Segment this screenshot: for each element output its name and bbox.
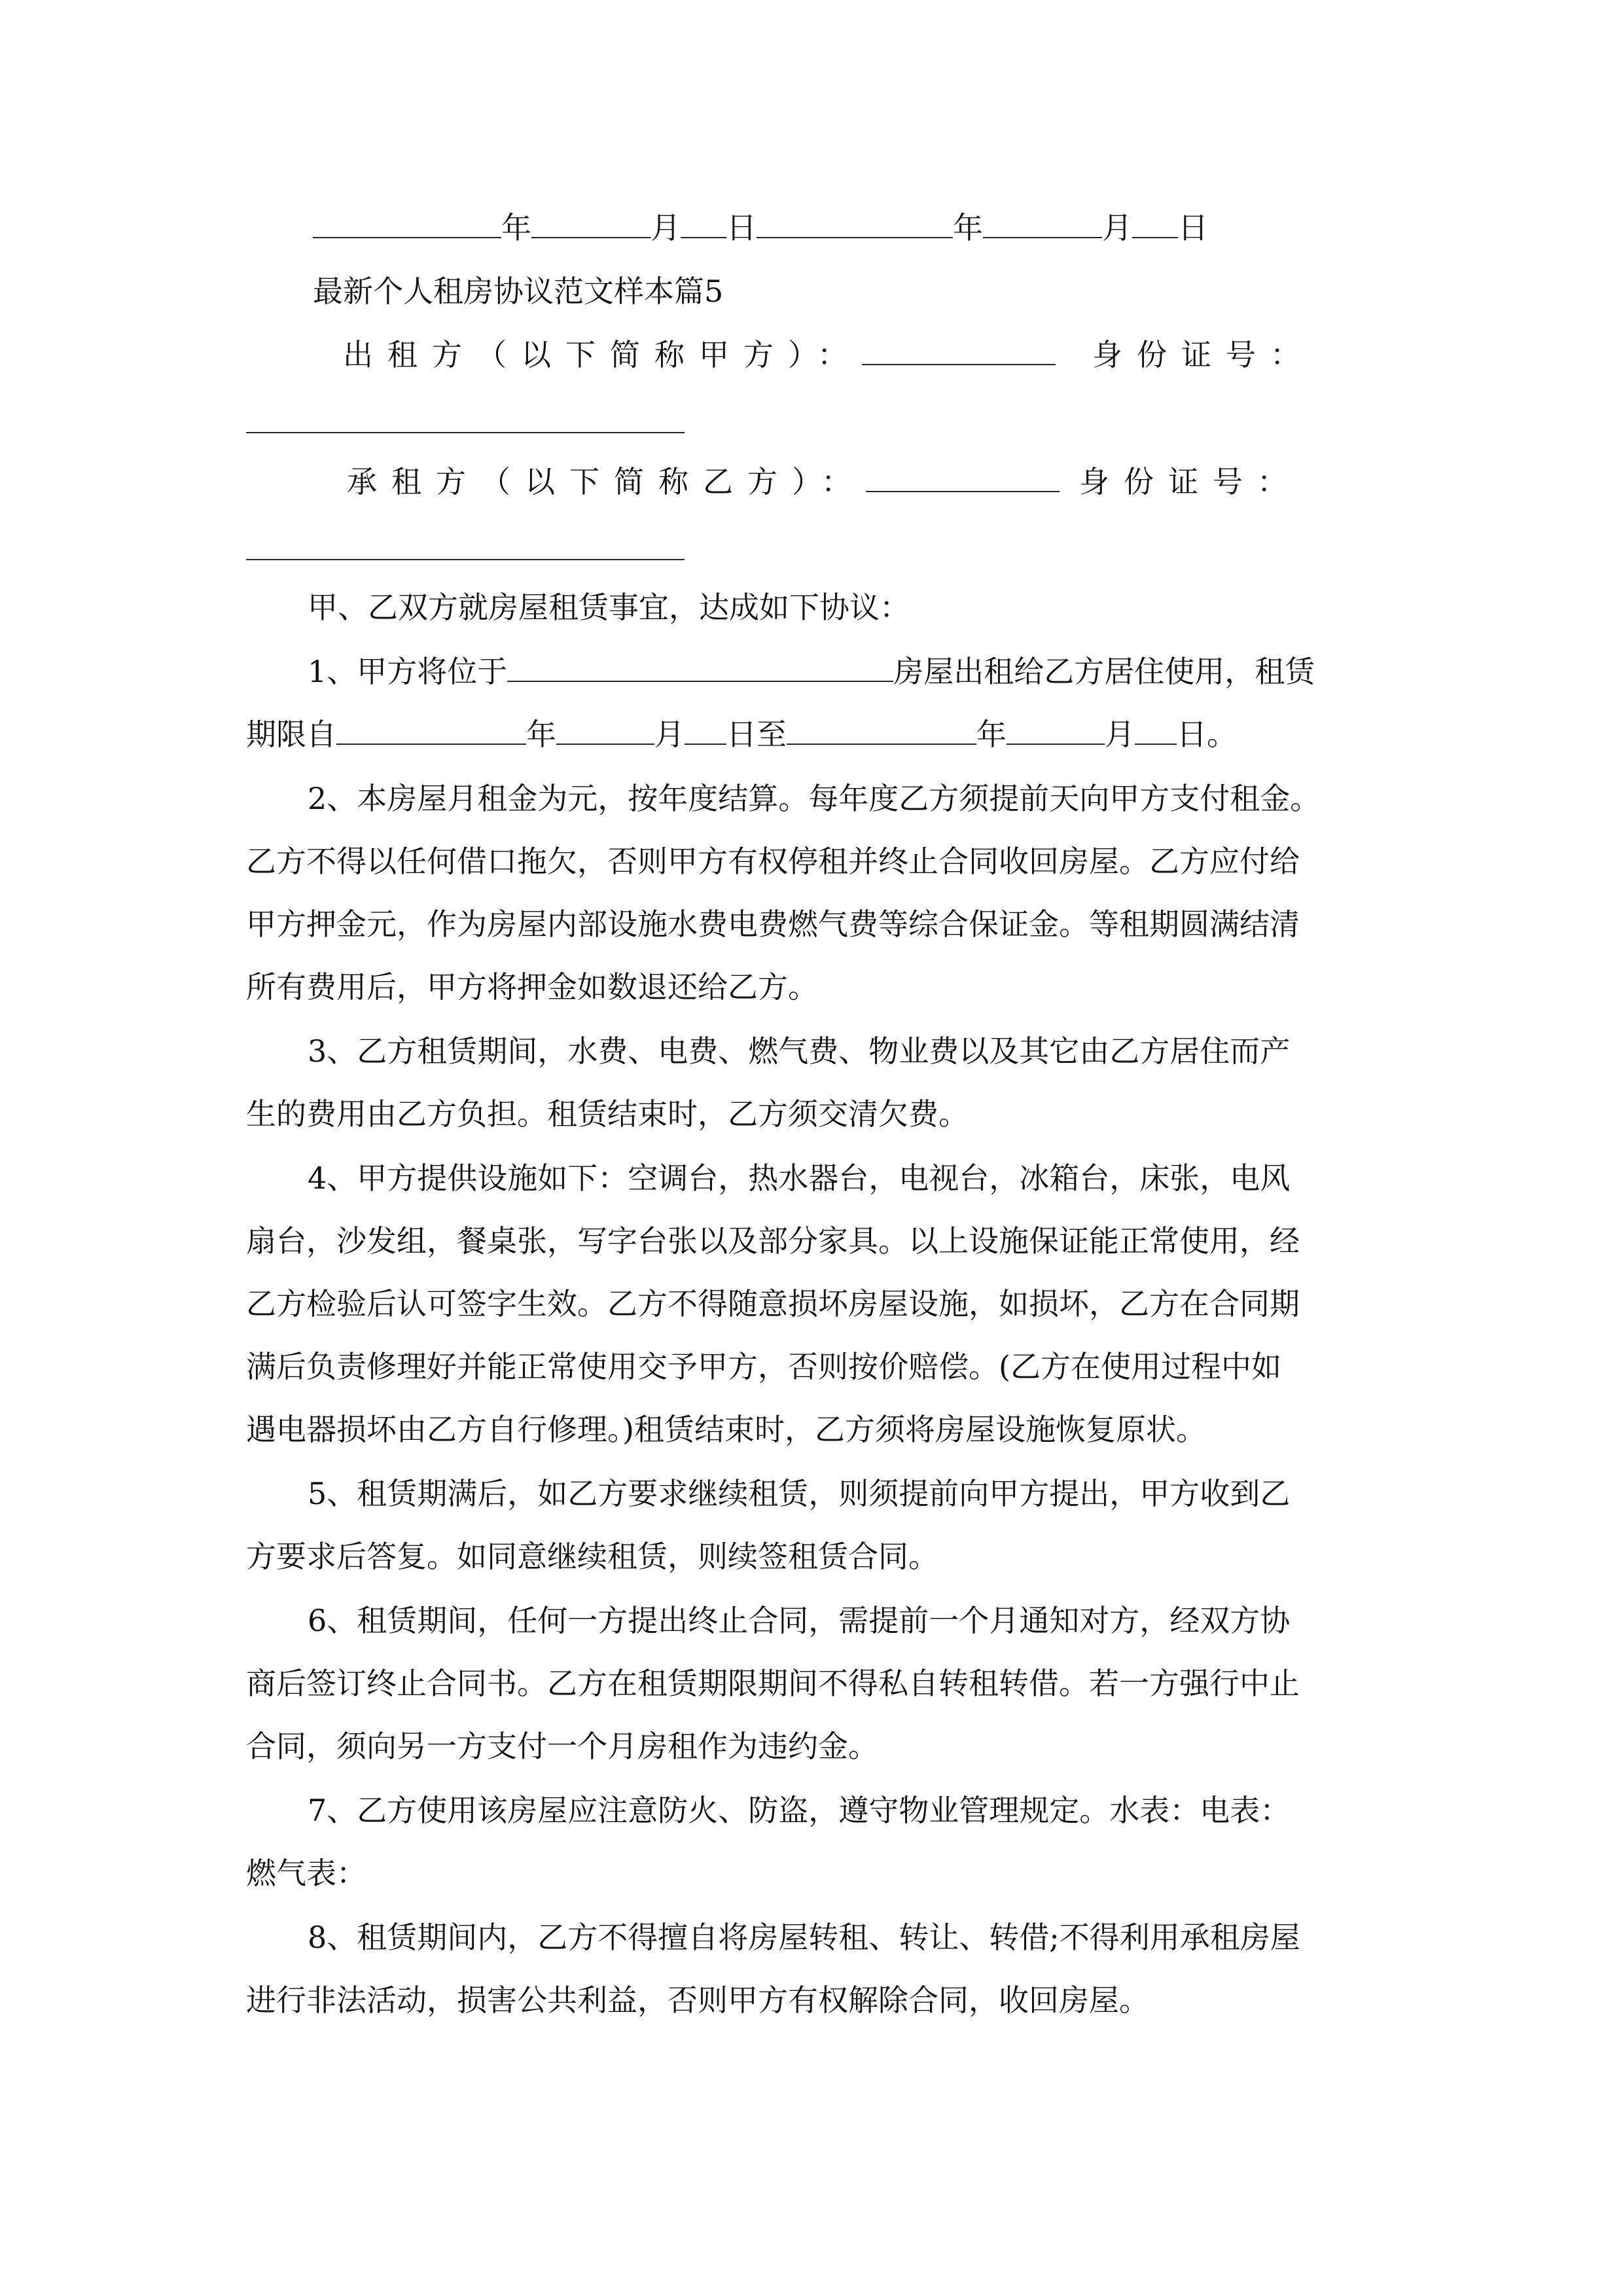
blank-field — [866, 462, 1060, 492]
lessee-id-label: 身份证号： — [1079, 464, 1302, 499]
clause1-month-label: 月 — [1105, 717, 1135, 752]
clause1-day-label: 日至 — [726, 717, 787, 752]
clause7-line: 7、乙方使用该房屋应注意防火、防盗，遵守物业管理规定。水表：电表： — [308, 1793, 1291, 1828]
date-day-label: 日 — [1178, 210, 1208, 245]
lessee-label: 承租方（以下简称乙方）： — [347, 464, 866, 499]
clause1-year-label: 年 — [526, 717, 556, 752]
clause7-line: 燃气表： — [246, 1856, 366, 1891]
clause8-line: 进行非法活动，损害公共利益，否则甲方有权解除合同，收回房屋。 — [246, 1982, 1149, 2018]
blank-field — [862, 335, 1056, 365]
date-month-label: 月 — [651, 210, 681, 245]
clause4-line: 乙方检验后认可签字生效。乙方不得随意损坏房屋设施，如损坏，乙方在合同期 — [246, 1286, 1300, 1321]
clause2-line: 所有费用后，甲方将押金如数退还给乙方。 — [246, 969, 818, 1005]
clause6-line: 6、租赁期间，任何一方提出终止合同，需提前一个月通知对方，经双方协 — [308, 1603, 1291, 1638]
clause8-line: 8、租赁期间内，乙方不得擅自将房屋转租、转让、转借;不得利用承租房屋 — [308, 1920, 1300, 1955]
lessor-id-label: 身份证号： — [1092, 337, 1315, 372]
blank-field — [531, 208, 651, 238]
lessee-id-blank — [246, 559, 685, 560]
blank-field — [757, 208, 953, 238]
clause3-line: 3、乙方租赁期间，水费、电费、燃气费、物业费以及其它由乙方居住而产 — [308, 1033, 1291, 1069]
clause1-line1 — [308, 652, 1315, 691]
date-day-label: 日 — [726, 210, 757, 245]
intro-text: 甲、乙双方就房屋租赁事宜，达成如下协议： — [308, 590, 910, 625]
clause1-text: 期限自 — [246, 717, 336, 752]
blank-field — [787, 715, 976, 745]
blank-field — [685, 715, 726, 745]
clause6-line: 合同，须向另一方支付一个月房租作为违约金。 — [246, 1729, 878, 1764]
date-line — [313, 208, 1208, 247]
clause1-day-label: 日。 — [1177, 717, 1237, 752]
blank-field — [983, 208, 1102, 238]
clause1-text: 房屋出租给乙方居住使用，租赁 — [893, 654, 1315, 689]
date-month-label: 月 — [1102, 210, 1132, 245]
clause5-line: 5、租赁期满后，如乙方要求继续租赁，则须提前向甲方提出，甲方收到乙 — [308, 1476, 1291, 1511]
blank-field — [336, 715, 526, 745]
clause4-line: 4、甲方提供设施如下：空调台，热水器台，电视台，冰箱台，床张，电风 — [308, 1160, 1291, 1196]
clause4-line: 满后负责修理好并能正常使用交予甲方，否则按价赔偿。(乙方在使用过程中如 — [246, 1349, 1281, 1384]
clause1-month-label: 月 — [654, 717, 685, 752]
clause1-text: 1、甲方将位于 — [308, 654, 508, 689]
lessor-label: 出租方（以下简称甲方）： — [343, 337, 862, 372]
date-year-label: 年 — [501, 210, 531, 245]
subtitle: 最新个人租房协议范文样本篇5 — [313, 274, 724, 309]
lessor-id-blank — [246, 432, 685, 433]
clause5-line: 方要求后答复。如同意继续租赁，则续签租赁合同。 — [246, 1539, 938, 1574]
clause2-line: 乙方不得以任何借口拖欠，否则甲方有权停租并终止合同收回房屋。乙方应付给 — [246, 844, 1300, 879]
clause1-year-label: 年 — [976, 717, 1007, 752]
address-blank — [507, 652, 893, 682]
blank-field — [681, 208, 726, 238]
clause2-line: 2、本房屋月租金为元，按年度结算。每年度乙方须提前天向甲方支付租金。 — [308, 781, 1321, 816]
clause6-line: 商后签订终止合同书。乙方在租赁期限期间不得私自转租转借。若一方强行中止 — [246, 1666, 1300, 1701]
blank-field — [1007, 715, 1105, 745]
blank-field — [1132, 208, 1178, 238]
blank-field — [556, 715, 654, 745]
clause1-line2 — [246, 715, 1237, 754]
date-year-label: 年 — [953, 210, 983, 245]
clause4-line: 扇台，沙发组，餐桌张，写字台张以及部分家具。以上设施保证能正常使用，经 — [246, 1223, 1300, 1259]
blank-field — [1135, 715, 1177, 745]
lessee-line — [347, 462, 1302, 501]
clause2-line: 甲方押金元，作为房屋内部设施水费电费燃气费等综合保证金。等租期圆满结清 — [246, 906, 1300, 942]
clause3-line: 生的费用由乙方负担。租赁结束时，乙方须交清欠费。 — [246, 1096, 969, 1132]
blank-field — [313, 208, 501, 238]
clause4-line: 遇电器损坏由乙方自行修理。)租赁结束时，乙方须将房屋设施恢复原状。 — [246, 1412, 1206, 1447]
lessor-line — [343, 335, 1315, 374]
